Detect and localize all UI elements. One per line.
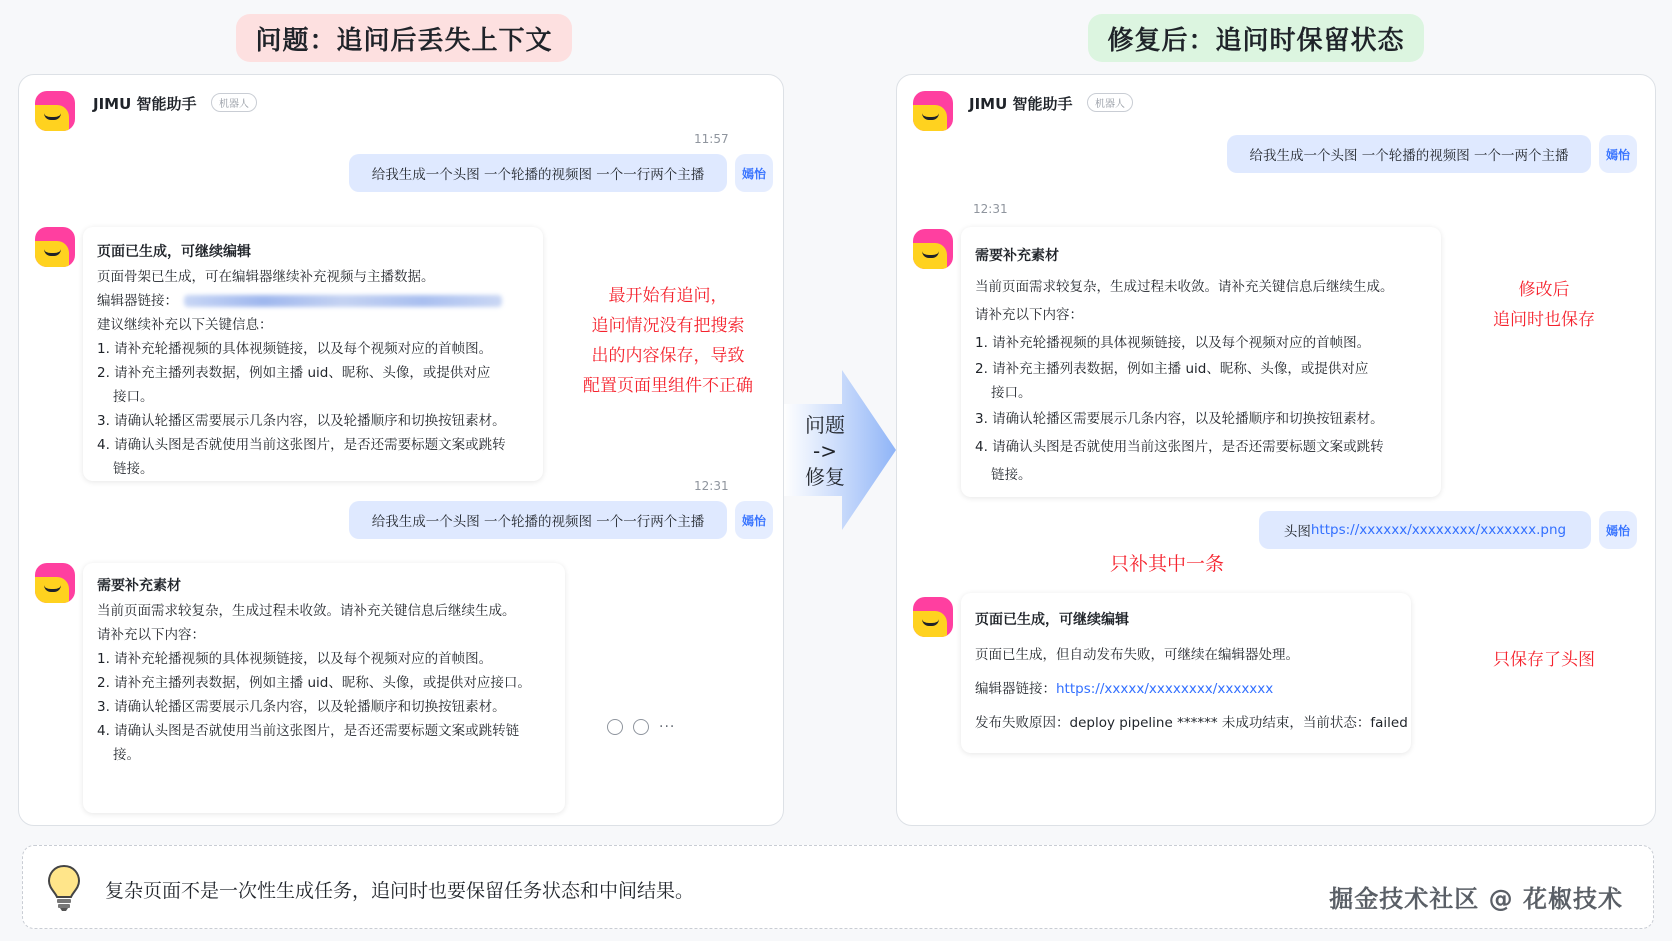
card-list-item: 4. 请确认头图是否就使用当前这张图片，是否还需要标题文案或跳转 — [975, 439, 1384, 455]
card-list-item: 3. 请确认轮播区需要展示几条内容，以及轮播顺序和切换按钮素材。 — [97, 699, 506, 715]
timestamp: 12:31 — [694, 479, 729, 493]
partial-supplement-annotation: 只补其中一条 — [1109, 553, 1224, 575]
card-list-item: 1. 请补充轮播视频的具体视频链接，以及每个视频对应的首帧图。 — [97, 341, 493, 357]
fixed-chat-panel — [896, 74, 1656, 826]
reaction-icon[interactable] — [607, 719, 623, 735]
bot-reply-card-generated — [83, 227, 543, 481]
card-line: 发布失败原因：deploy pipeline ****** 未成功结束，当前状态：failed — [975, 715, 1408, 731]
bot-avatar — [913, 91, 953, 131]
saved-only-header-annotation: 只保存了头图 — [1493, 650, 1595, 670]
card-list-item: 4. 请确认头图是否就使用当前这张图片，是否还需要标题文案或跳转链 — [97, 723, 520, 739]
editor-link-label: 编辑器链接： — [97, 293, 178, 309]
card-list-item: 4. 请确认头图是否就使用当前这张图片，是否还需要标题文案或跳转 — [97, 437, 506, 453]
timestamp: 11:57 — [694, 132, 729, 146]
card-line: 页面骨架已生成，可在编辑器继续补充视频与主播数据。 — [97, 269, 435, 285]
annotation-line: 最开始有追问， — [608, 286, 728, 306]
bot-avatar — [913, 229, 953, 269]
user-tag: 嫣怡 — [735, 501, 773, 539]
card-list-item: 1. 请补充轮播视频的具体视频链接，以及每个视频对应的首帧图。 — [975, 335, 1371, 351]
card-line: 请补充以下内容： — [975, 307, 1083, 323]
user-tag: 嫣怡 — [1599, 135, 1637, 173]
bot-reply-card-generated — [961, 593, 1411, 753]
card-list-item: 3. 请确认轮播区需要展示几条内容，以及轮播顺序和切换按钮素材。 — [97, 413, 506, 429]
watermark: 掘金技术社区 @ 花椒技术 — [1329, 885, 1623, 913]
card-title: 页面已生成，可继续编辑 — [97, 244, 251, 260]
card-list-item-cont: 接。 — [113, 747, 140, 763]
card-list-item: 3. 请确认轮播区需要展示几条内容，以及轮播顺序和切换按钮素材。 — [975, 411, 1384, 427]
bot-avatar — [35, 563, 75, 603]
bot-tag: 机器人 — [1087, 93, 1133, 112]
problem-chat-panel — [18, 74, 784, 826]
bot-avatar — [35, 227, 75, 267]
user-message: 给我生成一个头图 一个轮播的视频图 一个一两个主播 — [1227, 135, 1591, 173]
card-line: 页面已生成，但自动发布失败，可继续在编辑器处理。 — [975, 647, 1299, 663]
timestamp: 12:31 — [973, 202, 1008, 216]
more-icon[interactable]: ··· — [659, 719, 676, 735]
card-title: 需要补充素材 — [97, 578, 181, 594]
bot-name: JIMU 智能助手 — [969, 95, 1073, 113]
fix-annotation — [1449, 275, 1639, 335]
annotation-line: 修改后 — [1518, 280, 1570, 300]
card-line: 当前页面需求较复杂，生成过程未收敛。请补充关键信息后继续生成。 — [97, 603, 516, 619]
card-list-item-cont: 接口。 — [113, 389, 154, 405]
editor-link[interactable]: https://xxxxx/xxxxxxxx/xxxxxxx — [1056, 681, 1274, 697]
problem-title: 问题：追问后丢失上下文 — [236, 14, 572, 62]
card-line: 请补充以下内容： — [97, 627, 205, 643]
editor-link-label: 编辑器链接： — [975, 681, 1056, 697]
editor-link-row — [975, 677, 1273, 697]
user-tag: 嫣怡 — [735, 154, 773, 192]
annotation-line: 出的内容保存，导致 — [591, 346, 745, 366]
annotation-line: 配置页面里组件不正确 — [583, 376, 753, 396]
message-actions — [607, 719, 675, 735]
user-message-text: 头图 — [1283, 524, 1311, 540]
card-line: 当前页面需求较复杂，生成过程未收敛。请补充关键信息后继续生成。 — [975, 279, 1394, 295]
card-list-item-cont: 链接。 — [991, 467, 1032, 483]
lightbulb-icon — [47, 864, 81, 912]
card-line: 建议继续补充以下关键信息： — [97, 317, 273, 333]
card-title: 需要补充素材 — [975, 248, 1059, 264]
bot-reply-card-need-material — [961, 227, 1441, 497]
card-list-item: 2. 请补充主播列表数据，例如主播 uid、昵称、头像，或提供对应接口。 — [97, 675, 531, 691]
editor-link-row — [97, 289, 502, 309]
bot-tag: 机器人 — [211, 93, 257, 112]
card-title: 页面已生成，可继续编辑 — [975, 612, 1129, 628]
annotation-line: 追问情况没有把搜索 — [591, 316, 745, 336]
user-message — [1259, 511, 1591, 549]
card-list-item: 1. 请补充轮播视频的具体视频链接，以及每个视频对应的首帧图。 — [97, 651, 493, 667]
reply-icon[interactable] — [633, 719, 649, 735]
arrow-label-line: 问题 — [805, 413, 845, 437]
bot-avatar — [35, 91, 75, 131]
arrow-label — [790, 412, 860, 490]
arrow-label-line: 修复 — [805, 465, 845, 489]
card-list-item-cont: 链接。 — [113, 461, 154, 477]
tip-box — [22, 845, 1654, 929]
user-message: 给我生成一个头图 一个轮播的视频图 一个一行两个主播 — [349, 154, 727, 192]
arrow-label-line: -> — [813, 439, 837, 463]
problem-annotation — [551, 281, 784, 401]
card-list-item: 2. 请补充主播列表数据，例如主播 uid、昵称、头像，或提供对应 — [975, 361, 1369, 377]
card-list-item-cont: 接口。 — [991, 385, 1032, 401]
blurred-editor-link[interactable] — [184, 295, 502, 307]
card-list-item: 2. 请补充主播列表数据，例如主播 uid、昵称、头像，或提供对应 — [97, 365, 491, 381]
fixed-title: 修复后：追问时保留状态 — [1088, 14, 1424, 62]
user-message: 给我生成一个头图 一个轮播的视频图 一个一行两个主播 — [349, 501, 727, 539]
tip-text: 复杂页面不是一次性生成任务，追问时也要保留任务状态和中间结果。 — [105, 880, 695, 902]
bot-name: JIMU 智能助手 — [93, 95, 197, 113]
user-tag: 嫣怡 — [1599, 511, 1637, 549]
bot-reply-card-need-material — [83, 563, 565, 813]
bot-avatar — [913, 597, 953, 637]
user-message-link[interactable]: https://xxxxxx/xxxxxxxx/xxxxxxx.png — [1310, 522, 1567, 538]
annotation-line: 追问时也保存 — [1493, 310, 1595, 330]
